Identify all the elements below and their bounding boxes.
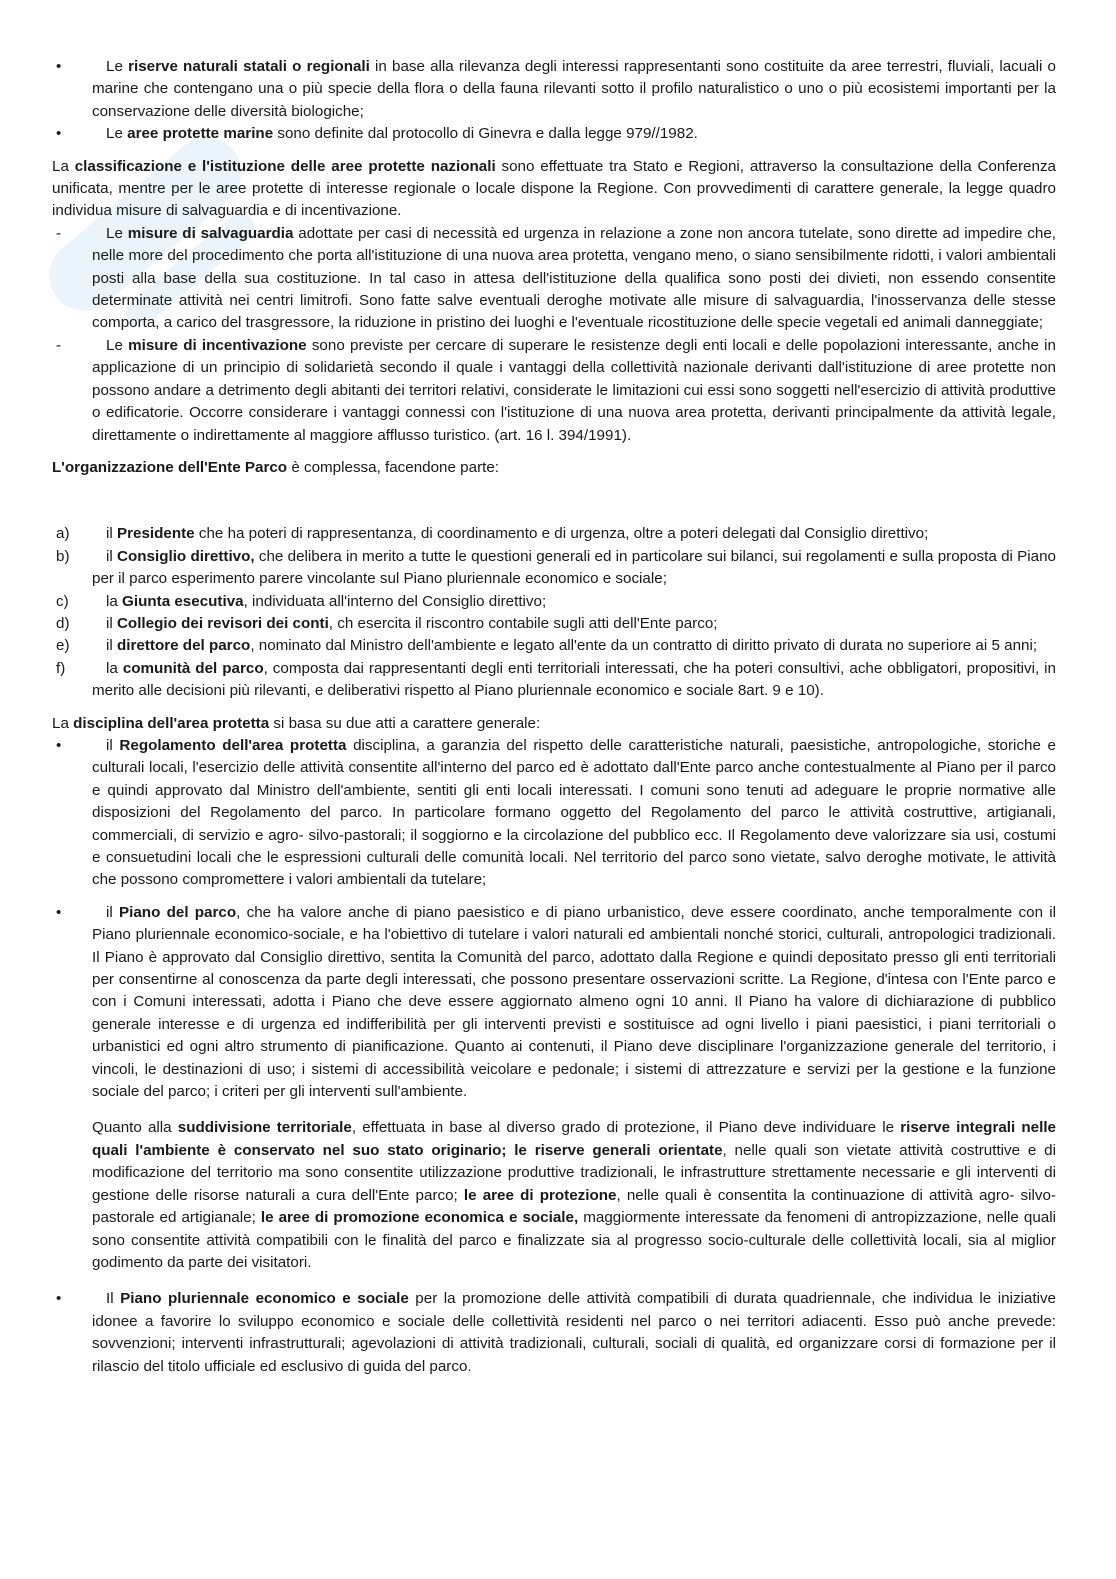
text-run: Le: [106, 224, 128, 242]
text-run: Le: [106, 125, 128, 143]
text-run: sono definite dal protocollo di Ginevra e dalla legge 979//1982.: [273, 125, 698, 143]
bold-term: misure di incentivazione: [128, 336, 307, 354]
bold-term: le aree di promozione economica e sociale,: [260, 1209, 579, 1227]
text-run: che delibera in merito a tutte le questioni generali ed in particolare sui bilanci, sui regolamenti e sulla proposta di Piano per il parco esperimento parere vincolante sul Piano pluriennale economico e sociale;: [92, 547, 1057, 588]
bold-term: Giunta esecutiva: [122, 592, 244, 610]
list-item: [52, 335, 1056, 447]
text-run: , effettuata in base al diverso grado di protezione, il Piano deve individuare le: [351, 1119, 901, 1137]
text-run: il: [106, 736, 120, 754]
bold-term: aree protette marine: [127, 125, 274, 143]
text-run: , composta dai rappresentanti degli enti territoriali interessati, che ha poteri consultivi, ache obbligatori, propositivi, in merito alle decisioni più rilevanti, e deliberativi rispetto al Piano pluriennale economico e sociale 8art. 9 e 10).: [92, 659, 1056, 700]
text-run: il: [106, 547, 118, 565]
text-run: Le: [106, 336, 129, 354]
bold-term: Presidente: [116, 525, 195, 543]
bold-term: riserve naturali statali o regionali: [128, 58, 370, 75]
list-item: [52, 546, 1056, 591]
bullet-piano-pluriennale: [52, 1288, 1056, 1378]
list-marker: d): [56, 614, 70, 632]
list-item: [52, 591, 1056, 613]
bold-term: classificazione e l'istituzione delle aree protette nazionali: [74, 157, 496, 175]
text-run: per la promozione delle attività compatibili di durata quadriennale, che individua le iniziative idonee a favorire lo sviluppo economico e sociale delle collettività residenti nel parco o nei territori adiacenti. Esso può anche prevede: sovvenzioni; interventi infrastrutturali; agevolazioni di attività tradizionali, culturali, sociali di qualità, ed organizzare corsi di formazione per il rilascio del titolo ufficiale ed esclusivo di guida del parco.: [92, 1290, 1056, 1375]
list-item: [52, 223, 1056, 335]
text-run: che ha poteri di rappresentanza, di coordinamento e di urgenza, oltre a poteri delegati dal Consiglio direttivo;: [194, 525, 929, 543]
bold-term: Piano del parco: [119, 903, 237, 921]
bullet-piano-parco: [52, 902, 1056, 1104]
bold-term: L'organizzazione dell'Ente Parco: [52, 458, 288, 476]
list-item: [52, 635, 1056, 657]
list-item: [52, 613, 1056, 635]
list-item: [52, 902, 1056, 1104]
text-run: si basa su due atti a carattere generale:: [269, 714, 541, 732]
list-marker: •: [56, 1290, 62, 1308]
text-run: adottate per casi di necessità ed urgenza in relazione a zone non ancora tutelate, sono dirette ad impedire che, nelle more del procedimento che porta all'istituzione di una nuova area protetta, vengano meno, o siano sensibilmente ridotti, i valori ambientali posti alla base della sua costituzione. In tal caso in attesa dell'istituzione della qualifica sono posti dei divieti, non essendo consentite determinate attività nei centri limitrofi. Sono fatte salve eventuali deroghe motivate alle misure di salvaguardia, l'inosservanza delle stesse comporta, a carico del trasgressore, la riduzione in pristino dei luoghi e l'eventuale ricostituzione delle specie vegetali ed animali danneggiate;: [92, 224, 1056, 332]
text-run: sono previste per cercare di superare le resistenze degli enti locali e delle popolazioni interessante, anche in applicazione di un principio di solidarietà secondo il quale i vantaggi della collettività nazionale derivanti dall'istituzione di aree protette non possono andare a detrimento degli abitanti dei territori relativi, considerate le limitazioni cui essi sono soggetti nell'esercizio di attività produttive o edificatorie. Occorre considerare i vantaggi connessi con l'istituzione di una nuova area protetta, derivanti principalmente da attività legale, direttamente o indirettamente al maggiore afflusso turistico. (art. 16 l. 394/1991).: [92, 336, 1056, 444]
text-run: Le: [106, 58, 129, 75]
bold-term: comunità del parco: [122, 659, 264, 677]
bold-term: riserve integrali nelle quali l'ambiente è conservato nel suo stato originario; le riserve generali orientate: [92, 1119, 1056, 1159]
text-run: , ch esercita il riscontro contabile sugli atti dell'Ente parco;: [328, 614, 718, 632]
text-run: la: [106, 592, 123, 610]
paragraph-territorial-subdivision: [52, 1117, 1056, 1274]
text-run: , individuata all'interno del Consiglio direttivo;: [243, 592, 547, 610]
list-marker: f): [56, 659, 66, 677]
text-run: , nelle quali è consentita la continuazione di attività agro- silvo- pastorale ed artigianale;: [92, 1186, 1056, 1227]
text-run: disciplina, a garanzia del rispetto delle caratteristiche naturali, paesistiche, antropologiche, storiche e culturali locali, l'esercizio delle attività consentite all'interno del parco ed è adottato dall'Ente parco anche contestualmente al Piano per il parco e quindi approvato dal Ministro dell'ambiente, sentiti gli enti locali interessati. I comuni sono tenuti ad adeguare le proprie normative alle disposizioni del Regolamento del parco. In particolare formano oggetto del Regolamento del parco le attività costruttive, artigianali, commerciali, di servizio e agro- silvo-pastorali; il soggiorno e la circolazione del pubblico ecc. Il Regolamento deve valorizzare sia usi, costumi e consuetudini locali che le espressioni culturali delle comunità locali. Nel territorio del parco sono vietate, salvo deroghe motivate, le attività che possono compromettere i valori ambientali da tutelare;: [92, 736, 1056, 889]
text-run: La: [52, 714, 74, 732]
list-item: [52, 1288, 1056, 1378]
paragraph-classification: [52, 156, 1056, 223]
text-run: La: [52, 157, 75, 175]
list-marker: •: [56, 903, 62, 921]
list-marker: c): [56, 592, 69, 610]
list-marker: b): [56, 547, 70, 565]
text-run: il: [106, 525, 117, 543]
list-marker: •: [56, 58, 62, 75]
list-marker: -: [56, 336, 62, 354]
bullet-list-reserves: [52, 56, 1056, 146]
bullet-regolamento: [52, 735, 1056, 892]
text-run: Quanto alla: [92, 1119, 178, 1137]
bold-term: misure di salvaguardia: [127, 224, 294, 242]
list-item: [52, 523, 1056, 545]
text-run: , nelle quali son vietate attività costruttive e di modificazione del territorio ma sono consentite utilizzazione produttive tradizionali, le infrastrutture strettamente necessarie e gli interventi di gestione delle risorse naturali a cura dell'Ente parco;: [92, 1141, 1056, 1204]
bold-term: Consiglio direttivo,: [117, 547, 255, 565]
list-marker: •: [56, 125, 62, 143]
list-marker: •: [56, 736, 62, 754]
bold-term: le aree di protezione: [463, 1186, 617, 1204]
text-run: Il: [106, 1290, 121, 1308]
bold-term: direttore del parco: [116, 637, 251, 655]
list-marker: a): [56, 525, 70, 543]
bold-term: Regolamento dell'area protetta: [119, 736, 347, 754]
list-marker: -: [56, 224, 62, 242]
list-item: [52, 658, 1056, 703]
paragraph-discipline: [52, 713, 1056, 735]
document-page: [52, 56, 1056, 1378]
bold-term: Piano pluriennale economico e sociale: [120, 1290, 409, 1308]
bold-term: suddivisione territoriale: [177, 1119, 352, 1137]
text-run: sono effettuate tra Stato e Regioni, attraverso la consultazione della Conferenza unificata, mentre per le aree protette di interesse regionale o locale dispone la Regione. Con provvedimenti di carattere generale, la legge quadro individua misure di salvaguardia e di incentivazione.: [52, 157, 1056, 220]
text-run: in base alla rilevanza degli interessi rappresentanti sono costituite da aree terrestri, fluviali, lacuali o marine che contengano una o più specie della flora o della fauna rilevanti sotto il profilo naturalistico o uno o più ecosistemi importanti per la conservazione delle diversità biologiche;: [92, 58, 1056, 120]
text-run: il: [106, 637, 117, 655]
text-run: il: [106, 903, 119, 921]
text-run: maggiormente interessate da fenomeni di antropizzazione, nelle quali sono consentite attività compatibili con le finalità del parco e finalizzate sia al progresso socio-culturale delle collettività locali, sia al miglior godimento da parte dei visitatori.: [92, 1209, 1056, 1271]
text-run: il: [106, 614, 117, 632]
text-run: , nominato dal Ministro dell'ambiente e legato all'ente da un contratto di diritto privato di durata no superiore ai 5 anni;: [250, 637, 1038, 655]
lettered-list-park-bodies: [52, 523, 1056, 702]
paragraph-organization: [52, 457, 1056, 479]
text-run: , che ha valore anche di piano paesistico e di piano urbanistico, deve essere coordinato, anche temporalmente con il Piano pluriennale economico-sociale, e ha l'obiettivo di tutelare i valori naturali ed ambientali nonché storici, culturali, antropologici tradizionali. Il Piano è approvato dal Consiglio direttivo, sentita la Comunità del parco, adottato dalla Regione e quindi depositato presso gli enti territoriali per consentirne al conoscenza da parte degli interessati, che possono presentare osservazioni scritte. La Regione, d'intesa con l'Ente parco e con i Comuni interessati, adotta i Piano che deve essere aggiornato almeno ogni 10 anni. Il Piano ha valore di dichiarazione di pubblico generale interesse e di urgenza ed indifferibilità per gli interventi previsti e sostituisce ad ogni livello i piani paesistici, i piani territoriali o urbanistici ed ogni altro strumento di pianificazione. Quanto ai contenuti, il Piano deve disciplinare l'organizzazione generale del territorio, i vincoli, le destinazioni di uso; i sistemi di accessibilità veicolare e pedonale; i sistemi di attrezzature e servizi per la gestione e la funzione sociale del parco; i criteri per gli interventi sull'ambiente.: [92, 903, 1057, 1101]
bold-term: Collegio dei revisori dei conti: [116, 614, 329, 632]
list-marker: e): [56, 637, 70, 655]
list-item: [52, 735, 1056, 892]
list-item: [52, 123, 1056, 145]
text-run: è complessa, facendone parte:: [287, 458, 500, 476]
dash-list-measures: [52, 223, 1056, 447]
list-item: [52, 56, 1056, 123]
bold-term: disciplina dell'area protetta: [73, 714, 270, 732]
text-run: la: [106, 659, 123, 677]
